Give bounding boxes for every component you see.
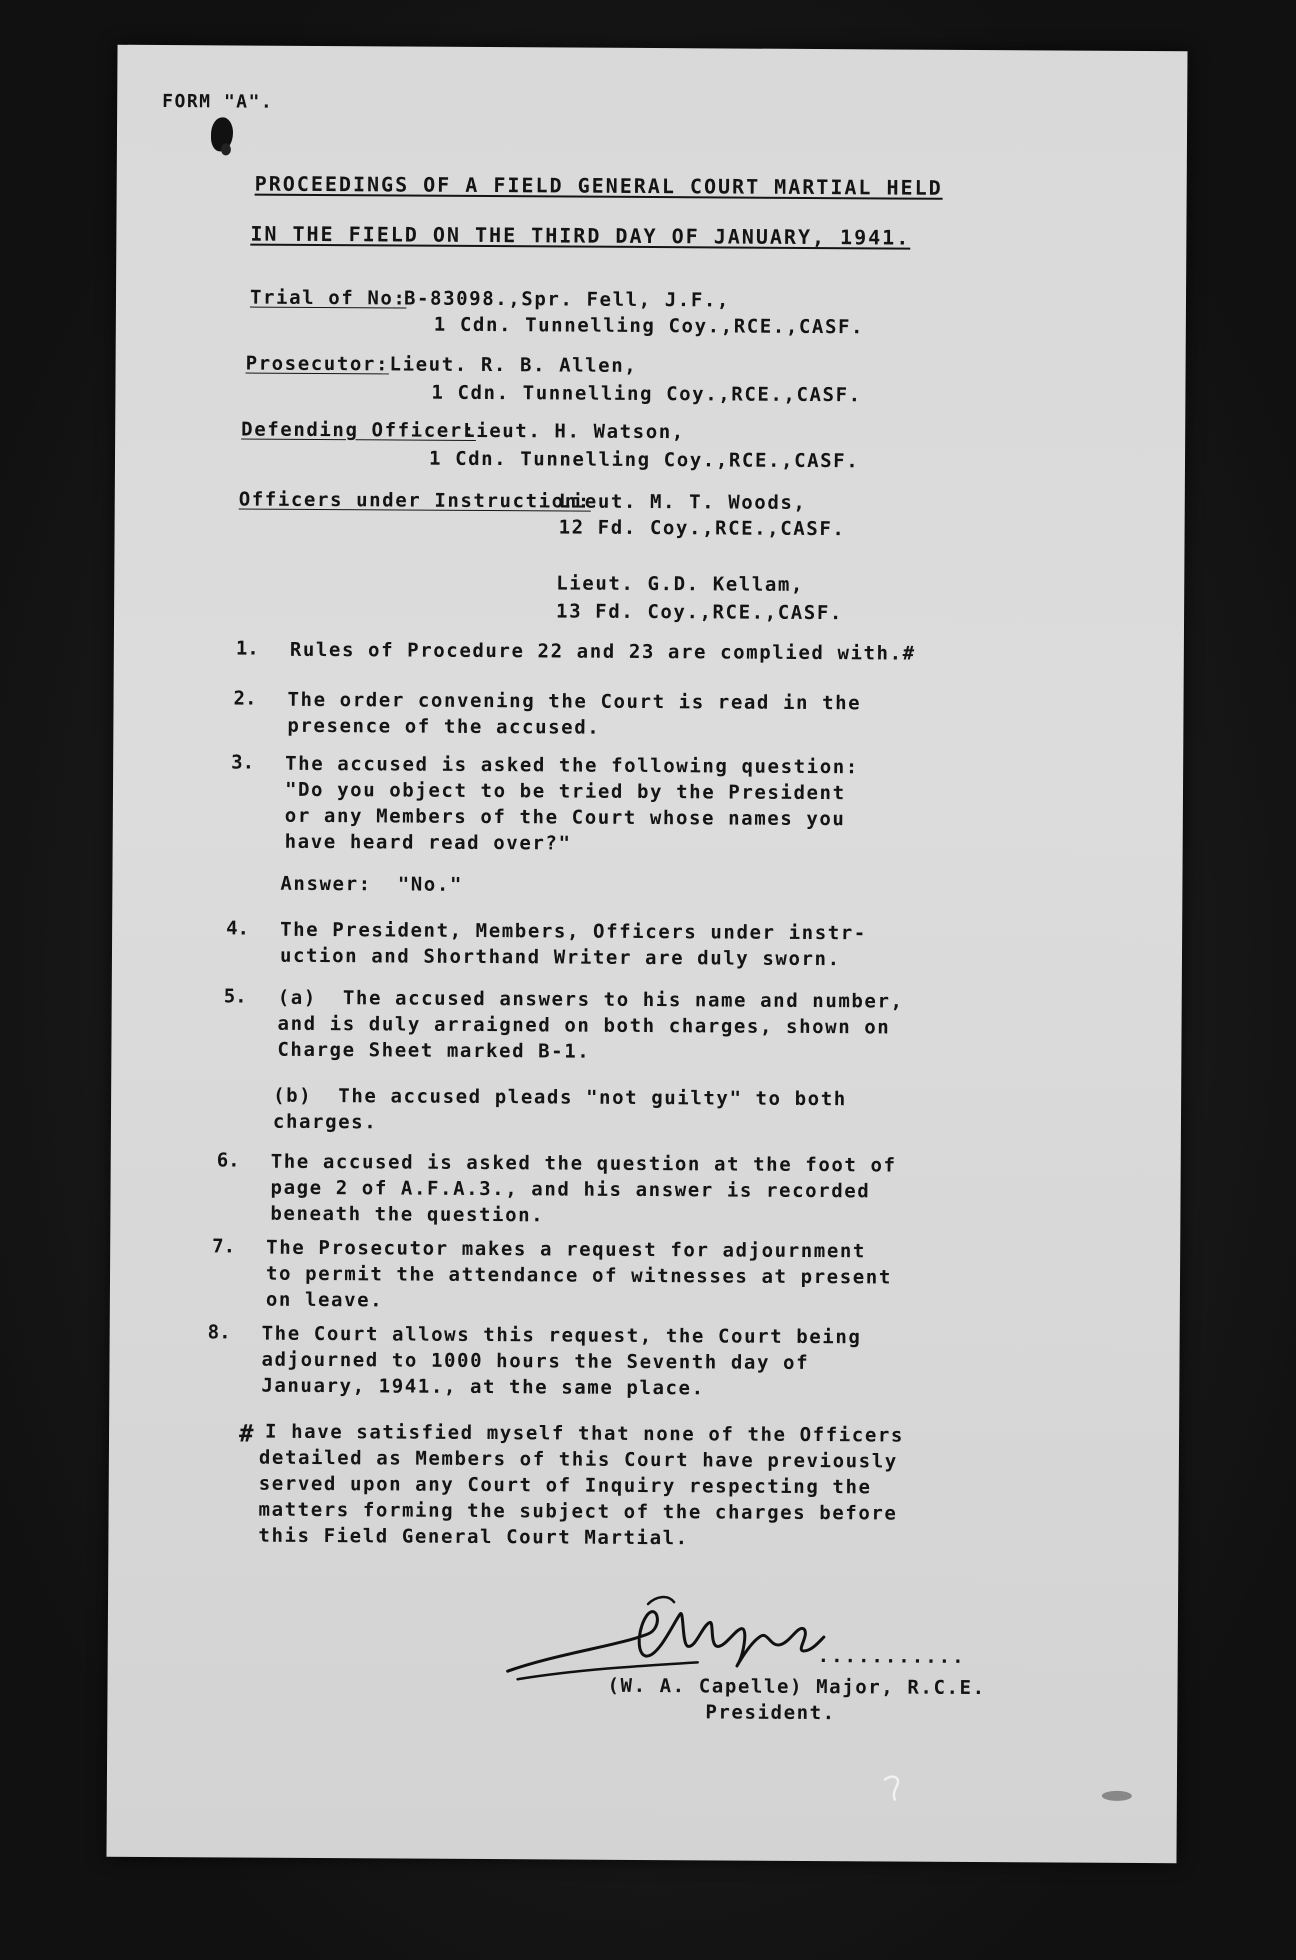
note-line-3: served upon any Court of Inquiry respecting the [258,1472,872,1499]
note-line-4: matters forming the subject of the charges before [258,1498,898,1525]
item-5b-line-2: charges. [272,1110,378,1134]
item-7-line-2: to permit the attendance of witnesses at present [265,1262,892,1289]
item-number: 5. [223,985,247,1008]
item-4-line-2: uction and Shorthand Writer are duly sworn. [279,944,841,971]
note-line-5: this Field General Court Martial. [258,1524,689,1550]
ink-smudge [1102,1791,1132,1801]
defending-officer-line-1: Lieut. H. Watson, [463,419,685,444]
pencil-mark-icon [879,1771,909,1801]
defending-officer-line-2: 1 Cdn. Tunnelling Coy.,RCE.,CASF. [428,447,860,473]
item-3-line-3: or any Members of the Court whose names you [284,804,846,831]
title-line-1: PROCEEDINGS OF A FIELD GENERAL COURT MARTIAL HELD [254,171,943,200]
item-5a-line-3: Charge Sheet marked B-1. [277,1038,591,1063]
officer-1-name: Lieut. M. T. Woods, [558,490,807,514]
item-number: 6. [216,1149,240,1172]
item-3-line-4: have heard read over?" [284,830,572,855]
signature-dots: ........... [817,1645,966,1668]
officer-2-name: Lieut. G.D. Kellam, [556,572,805,596]
prosecutor-line-2: 1 Cdn. Tunnelling Coy.,RCE.,CASF. [431,381,862,407]
signature-role: President. [705,1701,836,1725]
form-label: FORM "A". [162,91,274,113]
defending-officer-label: Defending Officer: [241,418,476,442]
item-2-line-1: The order convening the Court is read in the [287,688,862,715]
item-2-line-2: presence of the accused. [287,714,601,739]
item-3-line-1: The accused is asked the following question: [285,752,859,779]
note-line-1: I have satisfied myself that none of the Officers [265,1420,905,1447]
note-mark: # [238,1419,254,1448]
item-7-line-1: The Prosecutor makes a request for adjournment [266,1236,867,1263]
item-8-line-3: January, 1941., at the same place. [261,1374,705,1400]
item-number: 2. [233,687,257,710]
item-6-line-1: The accused is asked the question at the foot of [270,1150,897,1177]
item-number: 7. [212,1235,236,1258]
signature-name-line: (W. A. Capelle) Major, R.C.E. [607,1674,986,1700]
title-line-2: IN THE FIELD ON THE THIRD DAY OF JANUARY, 1941. [250,221,911,250]
prosecutor-line-1: Lieut. R. B. Allen, [389,353,638,377]
item-8-line-1: The Court allows this request, the Court being [261,1322,862,1349]
item-number: 3. [231,751,255,774]
document-page [106,45,1187,1864]
officer-1-unit: 12 Fd. Coy.,RCE.,CASF. [558,516,846,541]
item-5b-line-1: (b) The accused pleads "not guilty" to both [273,1084,847,1111]
item-5a-line-1: (a) The accused answers to his name and number, [277,986,904,1013]
note-line-2: detailed as Members of this Court have previously [258,1446,898,1473]
prosecutor-label: Prosecutor: [245,352,390,376]
item-6-line-2: page 2 of A.F.A.3., and his answer is recorded [270,1176,871,1203]
item-1-text: Rules of Procedure 22 and 23 are complied with.# [289,638,916,665]
trial-label: Trial of No: [249,286,407,310]
trial-line-2: 1 Cdn. Tunnelling Coy.,RCE.,CASF. [433,313,865,339]
officer-2-unit: 13 Fd. Coy.,RCE.,CASF. [556,600,844,625]
ink-blot [221,143,231,155]
officers-under-instruction-label: Officers under Instruction: [238,488,591,513]
item-number: 8. [207,1321,231,1344]
item-number: 4. [226,917,250,940]
item-5a-line-2: and is duly arraigned on both charges, shown on [277,1012,891,1039]
item-number: 1. [235,637,259,660]
item-3-line-2: "Do you object to be tried by the President [284,778,846,805]
trial-line-1: B-83098.,Spr. Fell, J.F., [403,287,731,312]
item-6-line-3: beneath the question. [270,1202,545,1227]
item-4-line-1: The President, Members, Officers under instr- [280,918,867,945]
item-3-answer: Answer: "No." [280,872,464,896]
item-7-line-3: on leave. [265,1288,384,1312]
item-8-line-2: adjourned to 1000 hours the Seventh day of [261,1348,810,1374]
